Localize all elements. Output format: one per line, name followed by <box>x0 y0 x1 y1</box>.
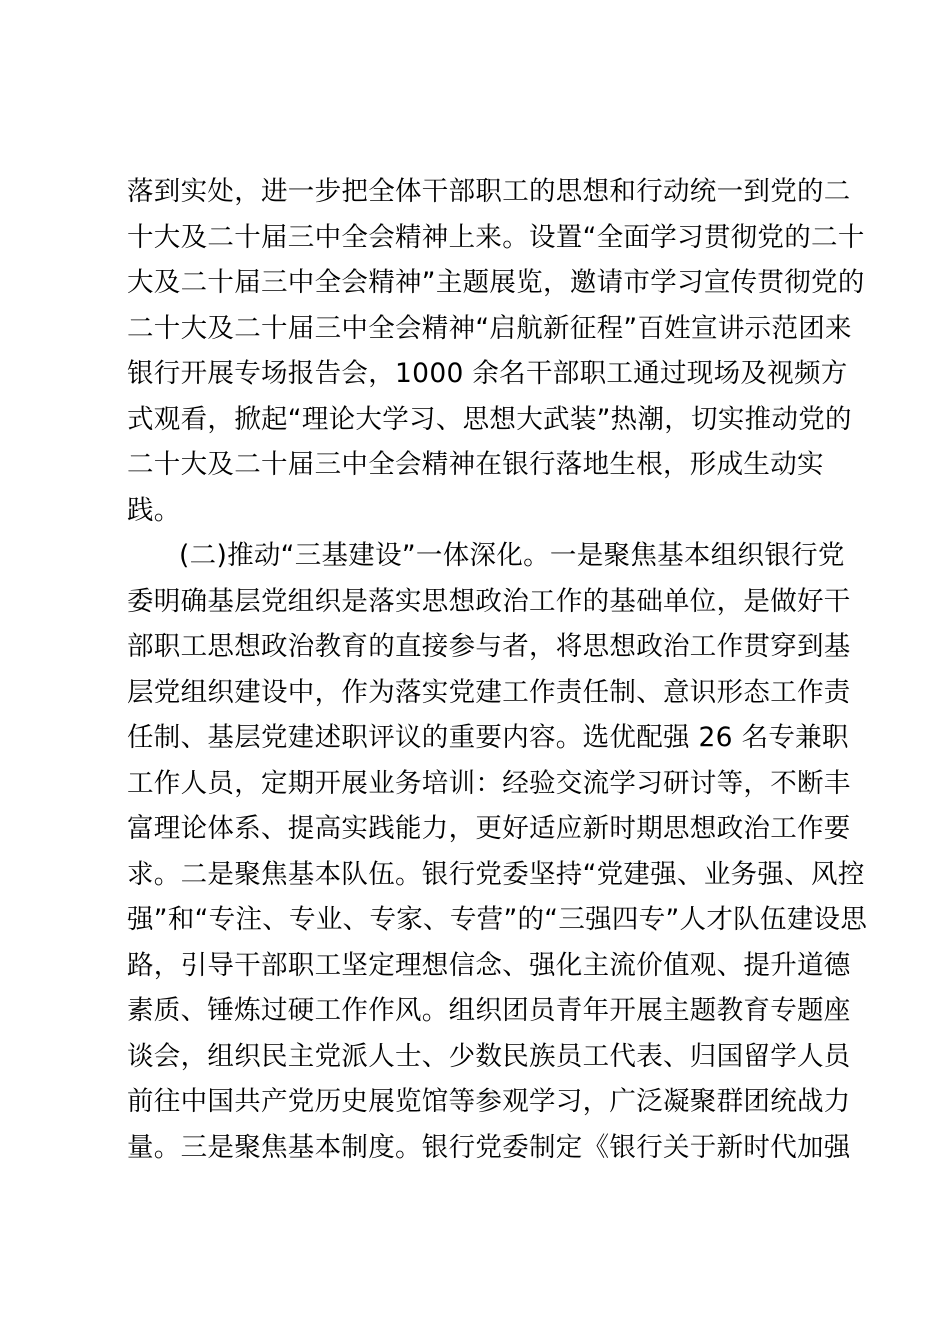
text-line: 前往中国共产党历史展览馆等参观学习，广泛凝聚群团统战力 <box>127 1086 851 1117</box>
section-heading-line: (二)推动“三基建设”一体深化。一是聚焦基本组织银行党 <box>179 540 845 571</box>
text-line: 工作人员，定期开展业务培训：经验交流学习研讨等，不断丰 <box>127 767 851 799</box>
text-line: 二十大及二十届三中全会精神在银行落地生根，形成生动实 <box>127 449 824 480</box>
text-line: 大及二十届三中全会精神”主题展览，邀请市学习宣传贯彻党的 <box>127 267 865 298</box>
text-line: 富理论体系、提高实践能力，更好适应新时期思想政治工作要 <box>127 813 851 844</box>
text-line: 践。 <box>127 494 181 526</box>
text-line: 任制、基层党建述职评议的重要内容。选优配强 26 名专兼职 <box>127 722 849 753</box>
text-line: 银行开展专场报告会，1000 余名干部职工通过现场及视频方 <box>127 358 848 389</box>
text-line: 谈会，组织民主党派人士、少数民族员工代表、归国留学人员 <box>127 1040 851 1072</box>
text-line: 部职工思想政治教育的直接参与者，将思想政治工作贯穿到基 <box>127 631 851 662</box>
text-line: 路，引导干部职工坚定理想信念、强化主流价值观、提升道德 <box>127 949 851 981</box>
text-line: 层党组织建设中，作为落实党建工作责任制、意识形态工作责 <box>127 676 851 708</box>
text-line: 十大及二十届三中全会精神上来。设置“全面学习贯彻党的二十 <box>127 221 865 253</box>
text-line: 强”和“专注、专业、专家、专营”的“三强四专”人才队伍建设思 <box>127 904 868 935</box>
text-line: 量。三是聚焦基本制度。银行党委制定《银行关于新时代加强 <box>127 1131 851 1163</box>
body-text <box>127 169 868 1170</box>
text-line: 式观看，掀起“理论大学习、思想大武装”热潮，切实推动党的 <box>127 403 852 435</box>
text-line: 素质、锤炼过硬工作作风。组织团员青年开展主题教育专题座 <box>127 995 851 1026</box>
text-line: 求。二是聚焦基本队伍。银行党委坚持“党建强、业务强、风控 <box>127 858 865 890</box>
text-line: 落到实处，进一步把全体干部职工的思想和行动统一到党的二 <box>127 176 851 207</box>
text-line: 二十大及二十届三中全会精神“启航新征程”百姓宣讲示范团来 <box>127 312 852 344</box>
text-line: 委明确基层党组织是落实思想政治工作的基础单位，是做好干 <box>127 585 851 617</box>
